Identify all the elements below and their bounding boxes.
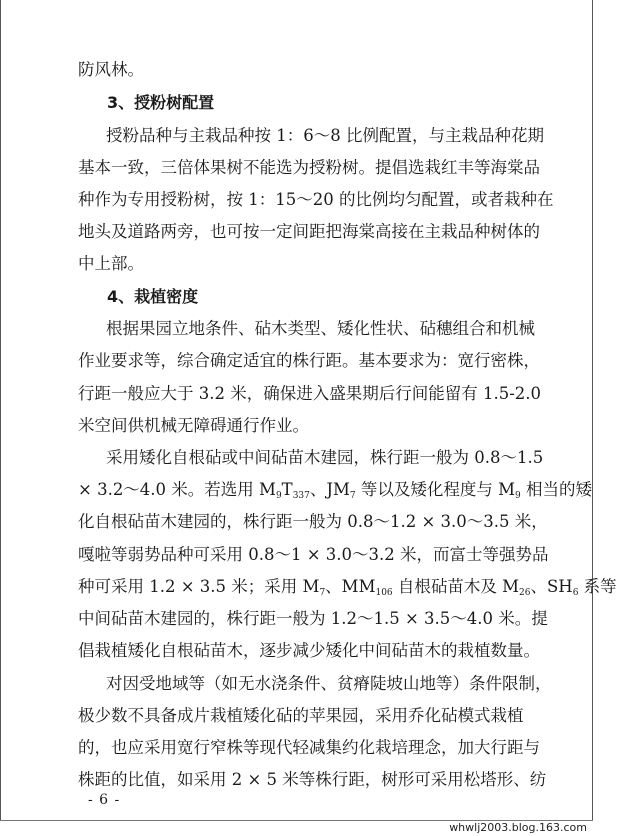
text-line: 基本一致，三倍体果树不能选为授粉树。提倡选栽红丰等海棠品 <box>78 158 540 177</box>
text-line: 防风林。 <box>78 60 144 79</box>
text-line: 株距的比值，如采用 2 × 5 米等株行距，树形可采用松塔形、纺 <box>78 770 547 789</box>
text-line: 倡栽植矮化自根砧苗木，逐步减少矮化中间砧苗木的栽植数量。 <box>78 641 540 660</box>
text-line: 行距一般应大于 3.2 米，确保进入盛果期后行间能留有 1.5-2.0 <box>78 384 542 403</box>
text-fragment: 、SH <box>530 577 573 596</box>
subscript: 337 <box>292 491 310 501</box>
subscript: 7 <box>319 588 326 598</box>
text-fragment: 相当的矮 <box>520 480 592 499</box>
text-fragment: 种可采用 1.2 × 3.5 米；采用 M <box>78 577 320 596</box>
text-line-with-subscripts <box>78 479 592 501</box>
subscript: 9 <box>515 491 521 501</box>
text-line: 嘎啦等弱势品种可采用 0.8～1 × 3.0～3.2 米，而富士等强势品 <box>78 545 549 564</box>
text-line: 种作为专用授粉树，按 1：15～20 的比例均匀配置，或者栽种在 <box>78 190 554 209</box>
text-line: 根据果园立地条件、砧木类型、矮化性状、砧穗组合和机械 <box>106 319 535 338</box>
text-line: 采用矮化自根砧或中间砧苗木建园，株行距一般为 0.8～1.5 <box>106 448 544 467</box>
subscript: 106 <box>375 588 393 598</box>
text-fragment: 自根砧苗木及 M <box>392 577 520 596</box>
text-line: 作业要求等，综合确定适宜的株行距。基本要求为：宽行密株， <box>78 351 540 370</box>
text-fragment: × 3.2～4.0 米。若选用 M <box>78 480 276 499</box>
section-heading-density: 4、栽植密度 <box>107 287 199 306</box>
text-fragment: 等以及矮化程度与 M <box>355 480 516 499</box>
page-number: - 6 - <box>88 792 121 808</box>
subscript: 7 <box>349 491 356 501</box>
watermark: whwlj2003.blog.163.com <box>449 821 587 834</box>
subscript: 6 <box>572 588 579 598</box>
text-line: 对因受地域等（如无水浇条件、贫瘠陡坡山地等）条件限制， <box>106 674 552 693</box>
text-line: 的，也应采用宽行窄株等现代轻减集约化栽培理念，加大行距与 <box>78 738 540 757</box>
section-heading-pollinizer: 3、授粉树配置 <box>107 93 215 112</box>
text-line-with-subscripts <box>78 576 617 598</box>
text-fragment: 系等 <box>578 577 617 596</box>
text-line: 中间砧苗木建园的，株行距一般为 1.2～1.5 × 3.5～4.0 米。提 <box>78 609 548 628</box>
text-fragment: T <box>281 480 293 499</box>
subscript: 26 <box>519 588 531 598</box>
text-line: 化自根砧苗木建园的，株行距一般为 0.8～1.2 × 3.0～3.5 米， <box>78 512 548 531</box>
text-line: 授粉品种与主栽品种按 1：6～8 比例配置，与主栽品种花期 <box>106 126 544 145</box>
text-line: 米空间供机械无障碍通行作业。 <box>78 416 309 435</box>
text-line: 极少数不具备成片栽植矮化砧的苹果园，采用乔化砧模式栽植 <box>78 706 524 725</box>
text-line: 地头及道路两旁，也可按一定间距把海棠高接在主栽品种树体的 <box>78 222 540 241</box>
subscript: 9 <box>275 491 282 501</box>
text-fragment: 、MM <box>325 577 376 596</box>
text-line: 中上部。 <box>78 254 144 273</box>
text-fragment: 、JM <box>309 480 350 499</box>
